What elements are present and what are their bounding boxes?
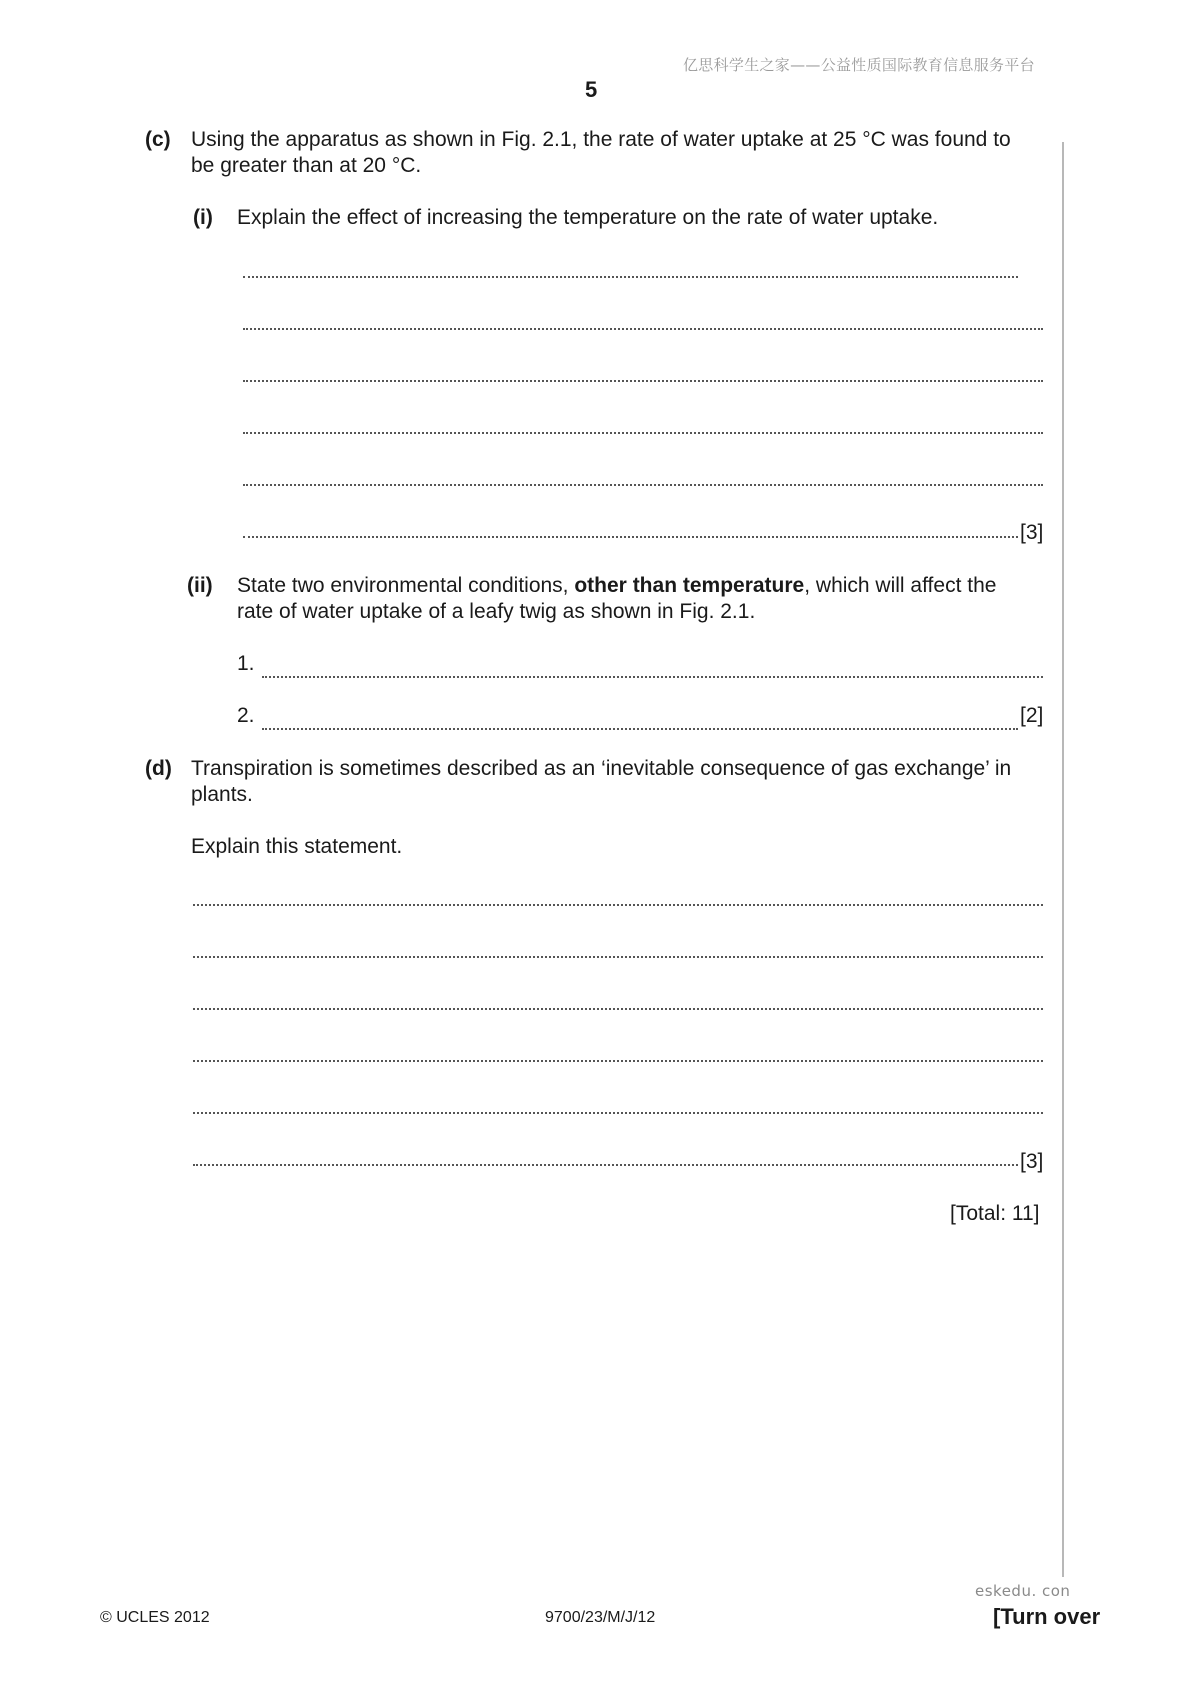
- answer-line[interactable]: [262, 708, 1018, 730]
- margin-line: [1062, 142, 1064, 1577]
- answer-line[interactable]: [193, 1092, 1043, 1114]
- part-c-line2: be greater than at 20 °C.: [191, 154, 422, 177]
- part-c-line1: Using the apparatus as shown in Fig. 2.1, the rate of water uptake at 25 °C was found to: [191, 128, 1011, 151]
- answer-line[interactable]: [243, 464, 1043, 486]
- answer-line[interactable]: [193, 884, 1043, 906]
- page-number: 5: [585, 77, 598, 102]
- answer-line[interactable]: [243, 360, 1043, 382]
- turn-over: [Turn over: [993, 1604, 1101, 1629]
- answer-line[interactable]: [193, 1144, 1018, 1166]
- answer-line[interactable]: [193, 936, 1043, 958]
- paper-code: 9700/23/M/J/12: [545, 1609, 656, 1626]
- part-d-label: (d): [145, 757, 172, 780]
- answer-line[interactable]: [243, 308, 1043, 330]
- footer-watermark: eskedu. con: [975, 1582, 1071, 1600]
- mark-sub-i: [3]: [1020, 521, 1044, 544]
- part-d-line1: Transpiration is sometimes described as an ‘inevitable consequence of gas exchange’ in: [191, 757, 1012, 780]
- answer-line[interactable]: [193, 1040, 1043, 1062]
- copyright: © UCLES 2012: [100, 1609, 210, 1626]
- part-d-instruction: Explain this statement.: [191, 835, 403, 858]
- sub-ii-label: (ii): [187, 574, 213, 597]
- sub-ii-question: State two environmental conditions, other than temperature, which will affect the: [237, 574, 997, 597]
- part-d-line2: plants.: [191, 783, 253, 806]
- mark-sub-ii: [2]: [1020, 704, 1044, 727]
- sub-i-question: Explain the effect of increasing the temperature on the rate of water uptake.: [237, 206, 939, 229]
- header-watermark: 亿思科学生之家——公益性质国际教育信息服务平台: [683, 56, 1035, 74]
- answer-line[interactable]: [243, 412, 1043, 434]
- answer-line[interactable]: [243, 256, 1018, 278]
- sub-i-label: (i): [193, 206, 213, 229]
- mark-part-d: [3]: [1020, 1150, 1044, 1173]
- answer-line[interactable]: [262, 656, 1043, 678]
- total-marks: [Total: 11]: [950, 1202, 1040, 1225]
- item-1-number: 1.: [237, 652, 255, 675]
- answer-line[interactable]: [243, 516, 1018, 538]
- sub-ii-line2: rate of water uptake of a leafy twig as shown in Fig. 2.1.: [237, 600, 756, 623]
- answer-line[interactable]: [193, 988, 1043, 1010]
- item-2-number: 2.: [237, 704, 255, 727]
- part-c-label: (c): [145, 128, 171, 151]
